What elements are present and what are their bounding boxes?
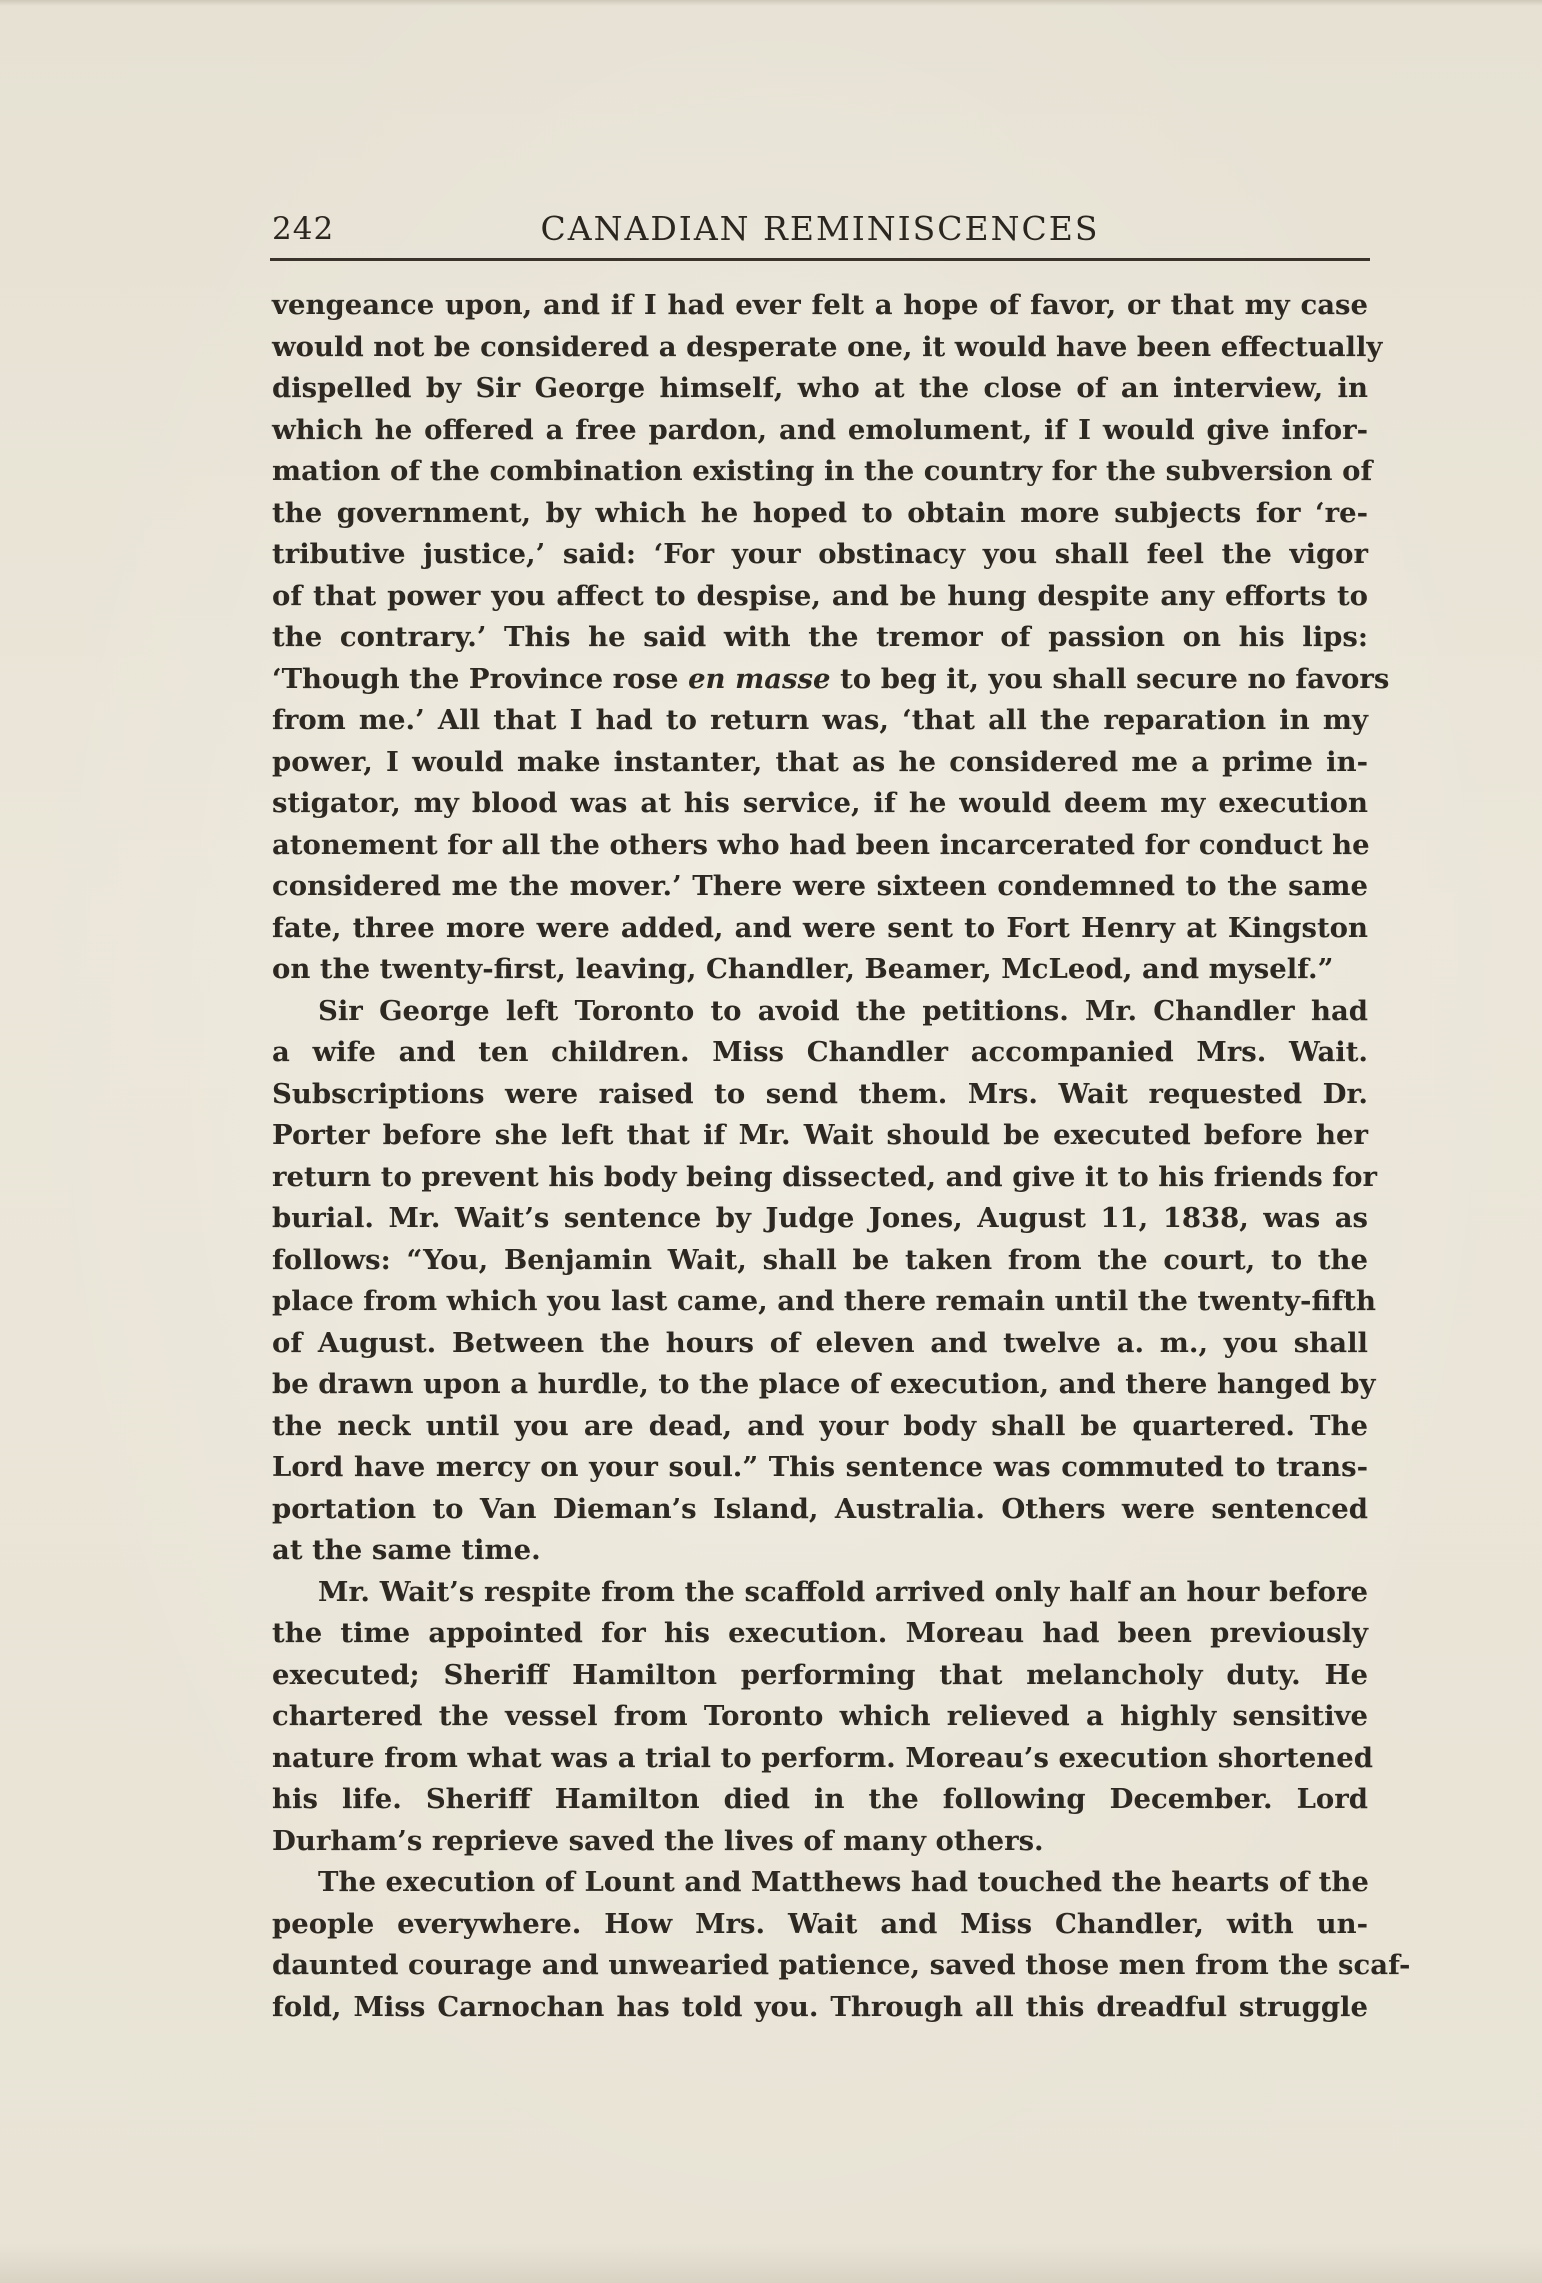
body-text [272, 285, 1411, 2028]
text-line: place from which you last came, and there remain until the twenty-fifth [272, 1285, 1376, 1317]
text-line: from me.’ All that I had to return was, ‘that all the reparation in my [272, 704, 1368, 736]
text-line-with-italic [272, 659, 1390, 701]
text-line: follows: “You, Benjamin Wait, shall be taken from the court, to the [272, 1243, 1368, 1276]
text-line: fate, three more were added, and were sent to Fort Henry at Kingston [272, 911, 1368, 944]
text-line: at the same time. [272, 1534, 541, 1566]
text-line: Subscriptions were raised to send them. Mrs. Wait requested Dr. [272, 1077, 1368, 1110]
text-line: a wife and ten children. Miss Chandler accompanied Mrs. Wait. [272, 1036, 1368, 1068]
text-line: tributive justice,’ said: ‘For your obstinacy you shall feel the vigor [272, 538, 1368, 570]
text-line: return to prevent his body being dissected, and give it to his friends for [272, 1160, 1377, 1193]
text-line: chartered the vessel from Toronto which relieved a highly sensitive [272, 1700, 1368, 1732]
header-rule [270, 258, 1370, 261]
text-line: Durham’s reprieve saved the lives of many others. [272, 1824, 1044, 1857]
text-line: on the twenty-first, leaving, Chandler, Beamer, McLeod, and myself.” [272, 953, 1334, 985]
text-line: daunted courage and unwearied patience, saved those men from the scaf- [272, 1949, 1411, 1981]
text-line: vengeance upon, and if I had ever felt a hope of favor, or that my case [272, 289, 1368, 321]
text-line: the neck until you are dead, and your body shall be quartered. The [272, 1409, 1368, 1442]
text-line: of August. Between the hours of eleven and twelve a. m., you shall [272, 1326, 1368, 1359]
text-line: dispelled by Sir George himself, who at the close of an interview, in [272, 372, 1368, 404]
text-line: The execution of Lount and Matthews had touched the hearts of the [318, 1866, 1369, 1898]
text-line: nature from what was a trial to perform. Moreau’s execution shortened [272, 1741, 1373, 1774]
text-line: stigator, my blood was at his service, if he would deem my execution [272, 787, 1368, 819]
italic-phrase: en masse [688, 662, 831, 695]
text-line: the government, by which he hoped to obtain more subjects for ‘re- [272, 496, 1368, 529]
text-line: mation of the combination existing in the country for the subversion of [272, 455, 1373, 487]
text-segment: to beg it, you shall secure no favors [830, 662, 1390, 695]
text-line: Porter before she left that if Mr. Wait should be executed before her [272, 1119, 1368, 1151]
text-line: would not be considered a desperate one, it would have been effectually [272, 330, 1383, 363]
text-line: his life. Sheriff Hamilton died in the following December. Lord [272, 1783, 1368, 1815]
text-line: atonement for all the others who had been incarcerated for conduct he [272, 828, 1370, 861]
text-line: Lord have mercy on your soul.” This sentence was commuted to trans- [272, 1451, 1368, 1483]
text-line: burial. Mr. Wait’s sentence by Judge Jones, August 11, 1838, was as [272, 1202, 1368, 1234]
page-header [270, 205, 1370, 255]
running-title: CANADIAN REMINISCENCES [540, 209, 1100, 248]
text-line: Mr. Wait’s respite from the scaffold arrived only half an hour before [318, 1575, 1368, 1608]
text-segment: ‘Though the Province rose [272, 662, 689, 695]
text-line: executed; Sheriff Hamilton performing that melancholy duty. He [272, 1658, 1368, 1691]
text-line: people everywhere. How Mrs. Wait and Miss Chandler, with un- [272, 1907, 1368, 1940]
text-line: portation to Van Dieman’s Island, Australia. Others were sentenced [272, 1492, 1368, 1525]
text-line: Sir George left Toronto to avoid the petitions. Mr. Chandler had [318, 994, 1368, 1027]
text-line: of that power you affect to despise, and be hung despite any efforts to [272, 579, 1368, 612]
page-number: 242 [272, 211, 335, 247]
text-line: the contrary.’ This he said with the tremor of passion on his lips: [272, 621, 1368, 653]
text-line: be drawn upon a hurdle, to the place of execution, and there hanged by [272, 1368, 1376, 1400]
text-line: fold, Miss Carnochan has told you. Through all this dreadful struggle [272, 1990, 1368, 2023]
text-line: power, I would make instanter, that as he considered me a prime in- [272, 745, 1368, 778]
page-bottom-edge [0, 2243, 1542, 2283]
text-line: the time appointed for his execution. Moreau had been previously [272, 1617, 1368, 1649]
page-top-edge [0, 0, 1542, 6]
text-line: which he offered a free pardon, and emolument, if I would give infor- [272, 413, 1368, 446]
text-line: considered me the mover.’ There were sixteen condemned to the same [272, 870, 1368, 902]
